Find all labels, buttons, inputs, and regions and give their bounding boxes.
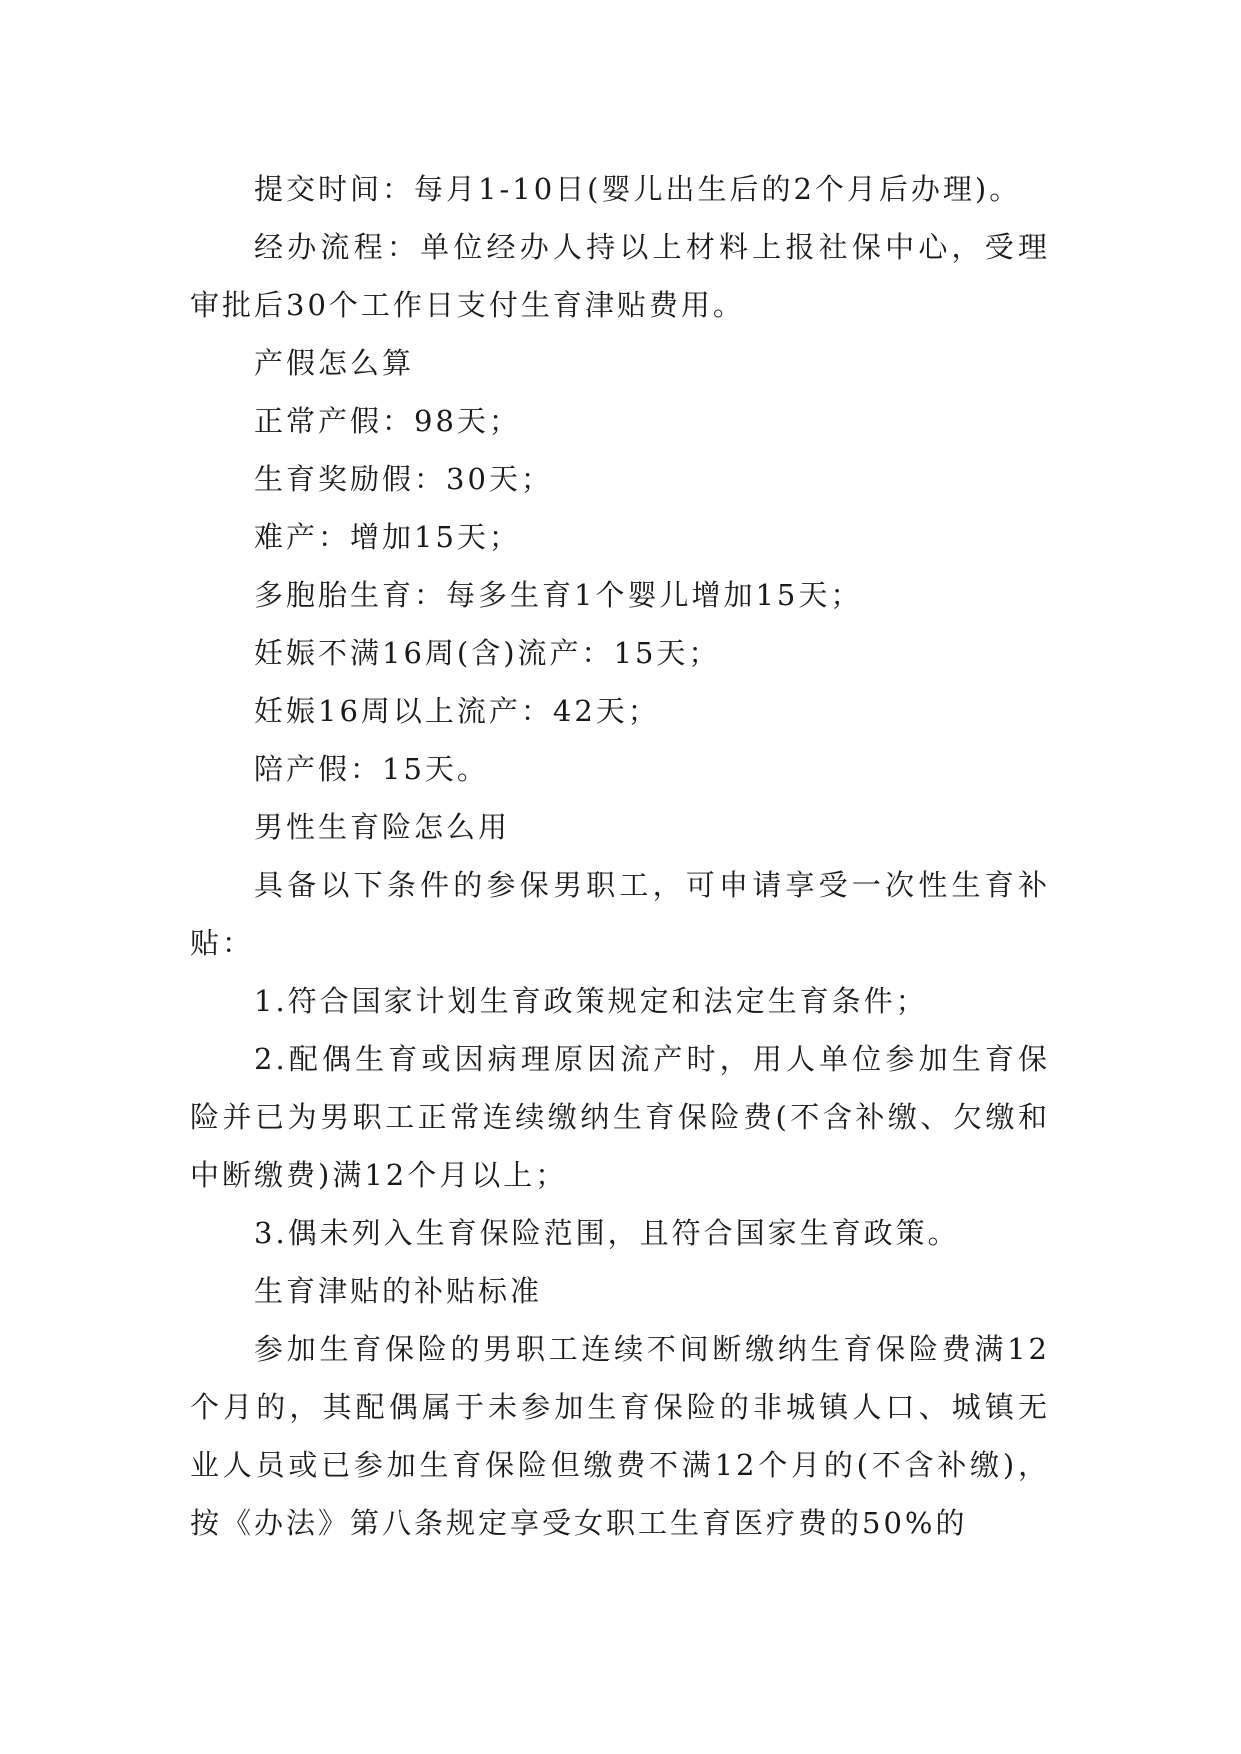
- list-item-condition-3: 3.偶未列入生育保险范围，且符合国家生育政策。: [254, 1216, 960, 1250]
- paragraph-miscarriage-under-16: 妊娠不满16周(含)流产：15天；: [254, 636, 721, 670]
- document-body: [190, 160, 1050, 1552]
- paragraph-miscarriage-over-16: 妊娠16周以上流产：42天；: [254, 694, 660, 728]
- paragraph-conditions-intro: 具备以下条件的参保男职工，可申请享受一次性生育补贴：: [190, 868, 1050, 960]
- list-item-condition-2: 2.配偶生育或因病理原因流产时，用人单位参加生育保险并已为男职工正常连续缴纳生育保险费(不含补缴、欠缴和中断缴费)满12个月以上；: [190, 1042, 1050, 1192]
- paragraph-paternity-leave: 陪产假：15天。: [254, 752, 489, 786]
- section-heading-maternity-leave: 产假怎么算: [254, 346, 415, 380]
- list-item-condition-1: 1.符合国家计划生育政策规定和法定生育条件；: [254, 984, 928, 1018]
- paragraph-difficult-labor: 难产：增加15天；: [254, 520, 521, 554]
- paragraph-subsidy-standard: 参加生育保险的男职工连续不间断缴纳生育保险费满12个月的，其配偶属于未参加生育保险的非城镇人口、城镇无业人员或已参加生育保险但缴费不满12个月的(不含补缴)，按《办法》第八条规定享受女职工生育医疗费的50%的: [190, 1332, 1050, 1540]
- section-heading-subsidy-standard: 生育津贴的补贴标准: [254, 1274, 543, 1308]
- paragraph-submit-time: 提交时间：每月1-10日(婴儿出生后的2个月后办理)。: [254, 172, 1022, 206]
- section-heading-male-insurance: 男性生育险怎么用: [254, 810, 511, 844]
- paragraph-process: 经办流程：单位经办人持以上材料上报社保中心，受理审批后30个工作日支付生育津贴费用。: [190, 230, 1050, 322]
- paragraph-multiple-birth: 多胞胎生育：每多生育1个婴儿增加15天；: [254, 578, 863, 612]
- paragraph-normal-leave: 正常产假：98天；: [254, 404, 521, 438]
- paragraph-reward-leave: 生育奖励假：30天；: [254, 462, 553, 496]
